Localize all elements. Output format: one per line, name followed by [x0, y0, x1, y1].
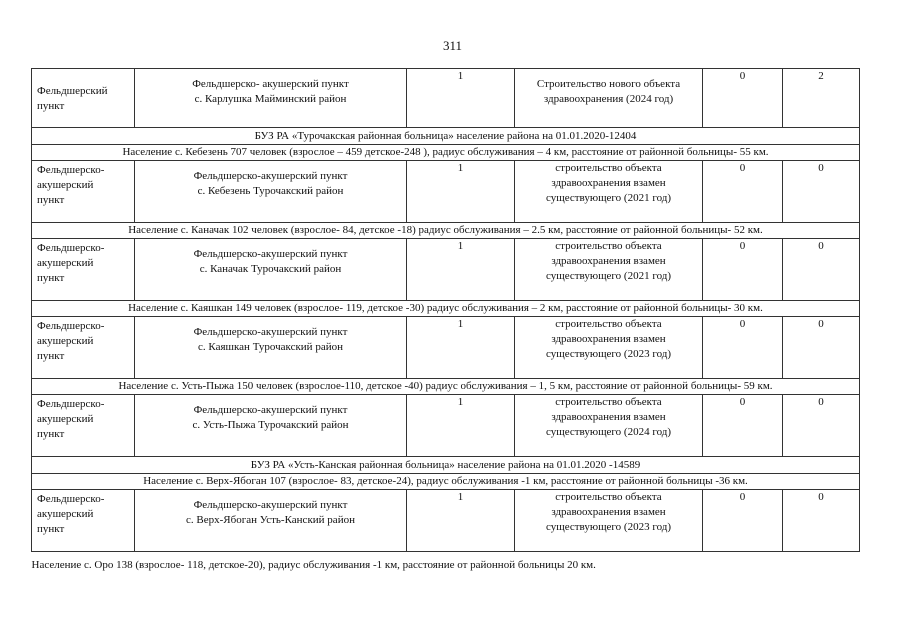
- description-cell-line: строительство объекта: [555, 318, 662, 330]
- quantity-cell-value: 1: [457, 396, 464, 408]
- facility-name-cell-line: Фельдшерско-акушерский пункт: [193, 326, 348, 338]
- facility-name-cell: [135, 490, 407, 552]
- facility-type-cell-line: Фельдшерский: [37, 85, 108, 97]
- facility-name-cell: [135, 317, 407, 379]
- quantity-cell-value: 1: [457, 162, 464, 174]
- value-cell-2-value: 0: [818, 491, 824, 503]
- description-cell-line: здравоохранения взамен: [551, 506, 666, 518]
- facility-row: [32, 239, 860, 301]
- value-cell-2: [783, 69, 860, 128]
- population-note: Население с. Каяшкан 149 человек (взрослое- 119, детское -30) радиус обслуживания – 2 км, расстояние от районной больницы- 30 км.: [32, 301, 860, 317]
- description-cell-line: существующего (2023 год): [545, 521, 672, 533]
- description-cell: [515, 239, 703, 301]
- value-cell-1: [703, 317, 783, 379]
- description-cell: [515, 317, 703, 379]
- population-row: [32, 379, 860, 395]
- facility-type-cell-line: пункт: [37, 523, 65, 535]
- population-note: Население с. Верх-Ябоган 107 (взрослое- 83, детское-24), радиус обслуживания -1 км, расстояние от районной больницы -36 км.: [32, 474, 860, 490]
- facilities-table: [31, 68, 860, 579]
- facility-name-cell: [135, 161, 407, 223]
- facility-name-cell-line: с. Каяшкан Турочакский район: [198, 341, 343, 353]
- page-number: 311: [442, 38, 463, 53]
- facility-row: [32, 395, 860, 457]
- population-row: [32, 223, 860, 239]
- quantity-cell-value: 1: [457, 70, 464, 82]
- quantity-cell-value: 1: [457, 318, 464, 330]
- facility-name-cell-line: Фельдшерско-акушерский пункт: [193, 248, 348, 260]
- description-cell-line: строительство объекта: [555, 162, 662, 174]
- quantity-cell-value: 1: [457, 240, 464, 252]
- facility-row: [32, 317, 860, 379]
- facility-type-cell: [32, 395, 135, 457]
- facility-row: [32, 161, 860, 223]
- facility-type-cell-line: пункт: [37, 194, 65, 206]
- facility-type-cell-line: пункт: [37, 100, 65, 112]
- facility-name-cell: [135, 69, 407, 128]
- value-cell-1: [703, 161, 783, 223]
- description-cell-line: Строительство нового объекта: [536, 78, 681, 90]
- value-cell-1-value: 0: [739, 70, 746, 82]
- value-cell-2-value: 0: [818, 396, 824, 408]
- facility-type-cell-line: Фельдшерско-: [37, 398, 105, 410]
- value-cell-2-value: 0: [818, 162, 824, 174]
- value-cell-1: [703, 395, 783, 457]
- facility-name-cell-line: с. Усть-Пыжа Турочакский район: [192, 419, 349, 431]
- value-cell-1-value: 0: [739, 491, 746, 503]
- facility-name-cell-line: с. Верх-Ябоган Усть-Канский район: [186, 514, 355, 526]
- description-cell-line: существующего (2024 год): [545, 426, 672, 438]
- description-cell: [515, 395, 703, 457]
- facility-row: [32, 490, 860, 552]
- value-cell-1-value: 0: [739, 162, 746, 174]
- description-cell-line: здравоохранения (2024 год): [543, 93, 674, 105]
- facility-name-cell: [135, 395, 407, 457]
- facility-name-cell-line: с. Кебезень Турочакский район: [197, 185, 344, 197]
- population-note: Население с. Оро 138 (взрослое- 118, детское-20), радиус обслуживания -1 км, расстояние от районной больницы 20 км.: [32, 552, 860, 580]
- value-cell-1: [703, 69, 783, 128]
- facility-name-cell-line: Фельдшерско- акушерский пункт: [192, 78, 349, 90]
- facility-type-cell: [32, 317, 135, 379]
- facility-type-cell-line: пункт: [37, 350, 65, 362]
- value-cell-2-value: 2: [818, 70, 824, 82]
- quantity-cell: [407, 317, 515, 379]
- value-cell-2-value: 0: [818, 318, 824, 330]
- quantity-cell: [407, 239, 515, 301]
- facility-name-cell-line: Фельдшерско-акушерский пункт: [193, 404, 348, 416]
- facility-row: [32, 69, 860, 128]
- organization-row: [32, 128, 860, 145]
- facility-type-cell-line: акушерский: [37, 257, 94, 269]
- organization-header: БУЗ РА «Усть-Канская районная больница» население района на 01.01.2020 -14589: [32, 457, 860, 474]
- value-cell-1-value: 0: [739, 240, 746, 252]
- facility-type-cell-line: Фельдшерско-: [37, 493, 105, 505]
- value-cell-2: [783, 317, 860, 379]
- facility-type-cell: [32, 490, 135, 552]
- population-row: [32, 552, 860, 580]
- population-note: Население с. Кебезень 707 человек (взрослое – 459 детское-248 ), радиус обслуживания – 4 км, расстояние от районной больницы- 55 км.: [32, 145, 860, 161]
- description-cell-line: строительство объекта: [555, 396, 662, 408]
- organization-header: БУЗ РА «Турочакская районная больница» население района на 01.01.2020-12404: [32, 128, 860, 145]
- facility-type-cell-line: акушерский: [37, 179, 94, 191]
- description-cell-line: здравоохранения взамен: [551, 255, 666, 267]
- table-body: [32, 69, 860, 580]
- quantity-cell: [407, 490, 515, 552]
- facility-name-cell-line: с. Каначак Турочакский район: [199, 263, 342, 275]
- facility-name-cell-line: Фельдшерско-акушерский пункт: [193, 499, 348, 511]
- population-note: Население с. Усть-Пыжа 150 человек (взрослое-110, детское -40) радиус обслуживания – 1, 5 км, расстояние от районной больницы- 59 км.: [32, 379, 860, 395]
- description-cell: [515, 161, 703, 223]
- description-cell-line: существующего (2021 год): [545, 270, 672, 282]
- quantity-cell: [407, 395, 515, 457]
- value-cell-1-value: 0: [739, 318, 746, 330]
- description-cell: [515, 69, 703, 128]
- population-row: [32, 145, 860, 161]
- facility-type-cell-line: Фельдшерско-: [37, 320, 105, 332]
- facility-type-cell-line: пункт: [37, 272, 65, 284]
- facility-name-cell: [135, 239, 407, 301]
- description-cell-line: существующего (2021 год): [545, 192, 672, 204]
- description-cell-line: здравоохранения взамен: [551, 411, 666, 423]
- facility-type-cell-line: акушерский: [37, 508, 94, 520]
- population-row: [32, 301, 860, 317]
- quantity-cell: [407, 69, 515, 128]
- facility-name-cell-line: Фельдшерско-акушерский пункт: [193, 170, 348, 182]
- description-cell-line: здравоохранения взамен: [551, 333, 666, 345]
- facility-name-cell-line: с. Карлушка Майминский район: [194, 93, 347, 105]
- description-cell-line: здравоохранения взамен: [551, 177, 666, 189]
- description-cell-line: строительство объекта: [555, 240, 662, 252]
- facility-type-cell-line: пункт: [37, 428, 65, 440]
- value-cell-1: [703, 239, 783, 301]
- value-cell-2-value: 0: [818, 240, 824, 252]
- quantity-cell-value: 1: [457, 491, 464, 503]
- facility-type-cell-line: акушерский: [37, 413, 94, 425]
- facility-type-cell-line: акушерский: [37, 335, 94, 347]
- value-cell-2: [783, 161, 860, 223]
- value-cell-1: [703, 490, 783, 552]
- value-cell-2: [783, 239, 860, 301]
- quantity-cell: [407, 161, 515, 223]
- facility-type-cell-line: Фельдшерско-: [37, 164, 105, 176]
- facility-type-cell: [32, 161, 135, 223]
- description-cell-line: существующего (2023 год): [545, 348, 672, 360]
- facility-type-cell: [32, 69, 135, 128]
- population-note: Население с. Каначак 102 человек (взрослое- 84, детское -18) радиус обслуживания – 2.5 км, расстояние от районной больницы- 52 км.: [32, 223, 860, 239]
- value-cell-2: [783, 490, 860, 552]
- facility-type-cell: [32, 239, 135, 301]
- description-cell: [515, 490, 703, 552]
- population-row: [32, 474, 860, 490]
- description-cell-line: строительство объекта: [555, 491, 662, 503]
- value-cell-1-value: 0: [739, 396, 746, 408]
- organization-row: [32, 457, 860, 474]
- facility-type-cell-line: Фельдшерско-: [37, 242, 105, 254]
- value-cell-2: [783, 395, 860, 457]
